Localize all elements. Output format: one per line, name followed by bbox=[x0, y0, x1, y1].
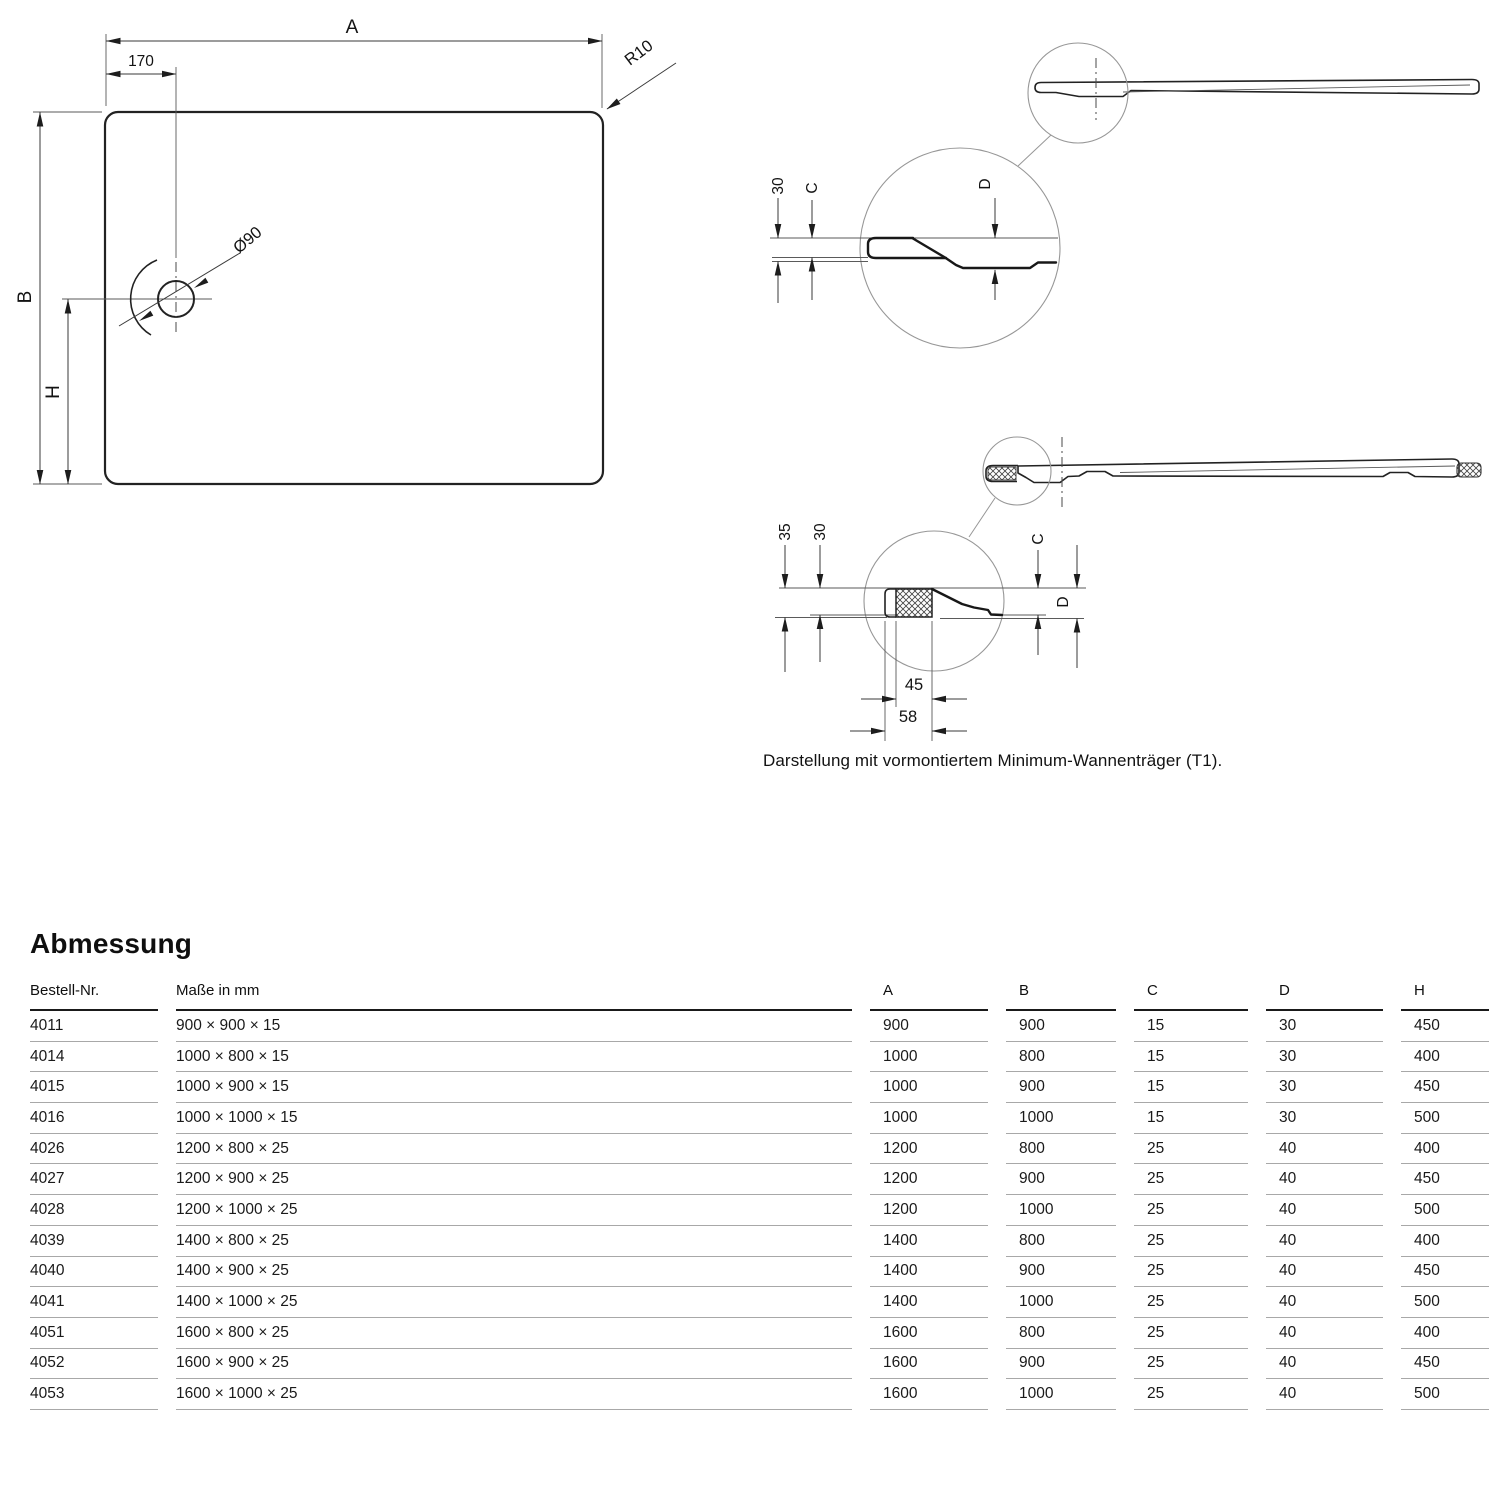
cell-c: 25 bbox=[1134, 1257, 1248, 1288]
cell-order-number: 4015 bbox=[30, 1072, 158, 1103]
cell-d: 30 bbox=[1266, 1042, 1383, 1073]
drawing-side-profile-with-support bbox=[775, 437, 1481, 741]
dim-label-35: 35 bbox=[777, 523, 794, 541]
cell-dimensions: 1600 × 900 × 25 bbox=[176, 1349, 852, 1380]
profile-outline bbox=[1035, 80, 1479, 97]
cell-h: 400 bbox=[1401, 1134, 1489, 1165]
table-row bbox=[30, 1134, 1490, 1165]
cell-a: 1600 bbox=[870, 1318, 988, 1349]
cell-h: 400 bbox=[1401, 1226, 1489, 1257]
cell-dimensions: 1600 × 1000 × 25 bbox=[176, 1379, 852, 1410]
col-header-dimensions: Maße in mm bbox=[176, 981, 852, 1011]
cell-c: 15 bbox=[1134, 1072, 1248, 1103]
table-row bbox=[30, 1226, 1490, 1257]
cell-c: 25 bbox=[1134, 1349, 1248, 1380]
drain-diameter-label: Ø90 bbox=[230, 223, 266, 258]
cell-dimensions: 1200 × 800 × 25 bbox=[176, 1134, 852, 1165]
cell-c: 15 bbox=[1134, 1042, 1248, 1073]
table-row bbox=[30, 1195, 1490, 1226]
cell-c: 25 bbox=[1134, 1287, 1248, 1318]
cell-dimensions: 1000 × 900 × 15 bbox=[176, 1072, 852, 1103]
table-row bbox=[30, 1042, 1490, 1073]
table-row bbox=[30, 1103, 1490, 1134]
rim-cap-detail bbox=[885, 589, 896, 617]
cell-dimensions: 1000 × 800 × 15 bbox=[176, 1042, 852, 1073]
cell-a: 1200 bbox=[870, 1134, 988, 1165]
cell-h: 500 bbox=[1401, 1103, 1489, 1134]
table-row bbox=[30, 1257, 1490, 1288]
cell-order-number: 4016 bbox=[30, 1103, 158, 1134]
cell-h: 500 bbox=[1401, 1287, 1489, 1318]
cell-a: 1200 bbox=[870, 1195, 988, 1226]
cell-b: 800 bbox=[1006, 1318, 1116, 1349]
cell-order-number: 4052 bbox=[30, 1349, 158, 1380]
cell-d: 40 bbox=[1266, 1379, 1383, 1410]
cell-c: 15 bbox=[1134, 1103, 1248, 1134]
drawing-caption: Darstellung mit vormontiertem Minimum-Wannenträger (T1). bbox=[763, 751, 1223, 770]
cell-c: 15 bbox=[1134, 1011, 1248, 1042]
tray-outline bbox=[105, 112, 603, 484]
support-block-detail bbox=[896, 589, 932, 617]
cell-order-number: 4040 bbox=[30, 1257, 158, 1288]
cell-b: 900 bbox=[1006, 1349, 1116, 1380]
dim-label-170: 170 bbox=[128, 53, 154, 70]
cell-b: 1000 bbox=[1006, 1195, 1116, 1226]
cell-h: 450 bbox=[1401, 1011, 1489, 1042]
dim-label-db: D bbox=[1055, 596, 1072, 608]
cell-dimensions: 1400 × 800 × 25 bbox=[176, 1226, 852, 1257]
dim-label-58: 58 bbox=[898, 708, 918, 726]
drawing-side-profile bbox=[770, 43, 1479, 348]
cell-b: 800 bbox=[1006, 1226, 1116, 1257]
drain-template-arc bbox=[131, 260, 157, 335]
section-title: Abmessung bbox=[30, 928, 193, 959]
col-header-d: D bbox=[1266, 981, 1383, 1011]
drawing-top-view bbox=[15, 17, 676, 484]
cell-b: 1000 bbox=[1006, 1103, 1116, 1134]
table-row bbox=[30, 1164, 1490, 1195]
dimensions-table bbox=[30, 981, 1490, 1410]
table-row bbox=[30, 1318, 1490, 1349]
cell-b: 900 bbox=[1006, 1011, 1116, 1042]
profile-support-outline bbox=[1018, 459, 1459, 483]
col-header-b: B bbox=[1006, 981, 1116, 1011]
cell-d: 40 bbox=[1266, 1287, 1383, 1318]
cell-d: 40 bbox=[1266, 1318, 1383, 1349]
cell-b: 800 bbox=[1006, 1134, 1116, 1165]
cell-h: 500 bbox=[1401, 1379, 1489, 1410]
dim-label-30: 30 bbox=[770, 177, 787, 195]
cell-d: 40 bbox=[1266, 1164, 1383, 1195]
cell-order-number: 4028 bbox=[30, 1195, 158, 1226]
cell-h: 450 bbox=[1401, 1072, 1489, 1103]
cell-h: 500 bbox=[1401, 1195, 1489, 1226]
table-body bbox=[30, 1011, 1490, 1410]
cell-dimensions: 1400 × 1000 × 25 bbox=[176, 1287, 852, 1318]
drain-leader bbox=[119, 253, 240, 326]
dim-label-30b: 30 bbox=[812, 523, 829, 541]
table-row bbox=[30, 1349, 1490, 1380]
table-row bbox=[30, 1011, 1490, 1042]
cell-d: 40 bbox=[1266, 1134, 1383, 1165]
cell-b: 800 bbox=[1006, 1042, 1116, 1073]
radius-leader bbox=[607, 63, 676, 109]
dim-label-d: D bbox=[977, 178, 994, 190]
support-block-right bbox=[1457, 463, 1481, 477]
dim-label-h: H bbox=[43, 385, 64, 399]
cell-a: 1000 bbox=[870, 1072, 988, 1103]
dim-label-a: A bbox=[345, 17, 359, 38]
cell-a: 1400 bbox=[870, 1287, 988, 1318]
col-header-c: C bbox=[1134, 981, 1248, 1011]
cell-a: 1200 bbox=[870, 1164, 988, 1195]
cell-d: 40 bbox=[1266, 1226, 1383, 1257]
cell-c: 25 bbox=[1134, 1226, 1248, 1257]
cell-c: 25 bbox=[1134, 1318, 1248, 1349]
radius-label: R10 bbox=[621, 36, 657, 70]
cell-c: 25 bbox=[1134, 1134, 1248, 1165]
table-row bbox=[30, 1072, 1490, 1103]
cell-b: 900 bbox=[1006, 1164, 1116, 1195]
cell-d: 40 bbox=[1266, 1195, 1383, 1226]
col-header-a: A bbox=[870, 981, 988, 1011]
table-row bbox=[30, 1287, 1490, 1318]
cell-b: 1000 bbox=[1006, 1379, 1116, 1410]
col-header-h: H bbox=[1401, 981, 1489, 1011]
cell-d: 40 bbox=[1266, 1349, 1383, 1380]
cell-a: 1600 bbox=[870, 1349, 988, 1380]
section-rim bbox=[868, 238, 946, 258]
cell-dimensions: 900 × 900 × 15 bbox=[176, 1011, 852, 1042]
cell-c: 25 bbox=[1134, 1195, 1248, 1226]
cell-dimensions: 1400 × 900 × 25 bbox=[176, 1257, 852, 1288]
cell-b: 900 bbox=[1006, 1072, 1116, 1103]
cell-h: 400 bbox=[1401, 1042, 1489, 1073]
cell-dimensions: 1200 × 900 × 25 bbox=[176, 1164, 852, 1195]
cell-order-number: 4053 bbox=[30, 1379, 158, 1410]
cell-a: 1600 bbox=[870, 1379, 988, 1410]
cell-d: 30 bbox=[1266, 1103, 1383, 1134]
cell-a: 1000 bbox=[870, 1103, 988, 1134]
dim-label-c: C bbox=[804, 182, 821, 194]
cell-order-number: 4027 bbox=[30, 1164, 158, 1195]
table-row bbox=[30, 1379, 1490, 1410]
table-header bbox=[30, 981, 1490, 1011]
support-block-left bbox=[988, 467, 1016, 480]
cell-order-number: 4039 bbox=[30, 1226, 158, 1257]
dim-label-45: 45 bbox=[904, 676, 924, 694]
cell-a: 1400 bbox=[870, 1257, 988, 1288]
cell-order-number: 4011 bbox=[30, 1011, 158, 1042]
cell-order-number: 4051 bbox=[30, 1318, 158, 1349]
cell-a: 1000 bbox=[870, 1042, 988, 1073]
cell-c: 25 bbox=[1134, 1379, 1248, 1410]
section-floor bbox=[913, 239, 1056, 269]
cell-dimensions: 1600 × 800 × 25 bbox=[176, 1318, 852, 1349]
cell-c: 25 bbox=[1134, 1164, 1248, 1195]
cell-order-number: 4014 bbox=[30, 1042, 158, 1073]
cell-a: 900 bbox=[870, 1011, 988, 1042]
dim-label-cb: C bbox=[1030, 533, 1047, 545]
cell-b: 1000 bbox=[1006, 1287, 1116, 1318]
detail-circle-large bbox=[860, 148, 1060, 348]
cell-h: 450 bbox=[1401, 1164, 1489, 1195]
cell-order-number: 4026 bbox=[30, 1134, 158, 1165]
cell-h: 450 bbox=[1401, 1257, 1489, 1288]
dim-label-b: B bbox=[15, 290, 36, 304]
cell-dimensions: 1000 × 1000 × 15 bbox=[176, 1103, 852, 1134]
cell-d: 30 bbox=[1266, 1072, 1383, 1103]
cell-a: 1400 bbox=[870, 1226, 988, 1257]
cell-d: 40 bbox=[1266, 1257, 1383, 1288]
cell-d: 30 bbox=[1266, 1011, 1383, 1042]
col-header-order-number: Bestell-Nr. bbox=[30, 981, 158, 1011]
cell-h: 400 bbox=[1401, 1318, 1489, 1349]
cell-b: 900 bbox=[1006, 1257, 1116, 1288]
cell-dimensions: 1200 × 1000 × 25 bbox=[176, 1195, 852, 1226]
cell-h: 450 bbox=[1401, 1349, 1489, 1380]
cell-order-number: 4041 bbox=[30, 1287, 158, 1318]
section-floor-detail bbox=[932, 589, 1002, 615]
